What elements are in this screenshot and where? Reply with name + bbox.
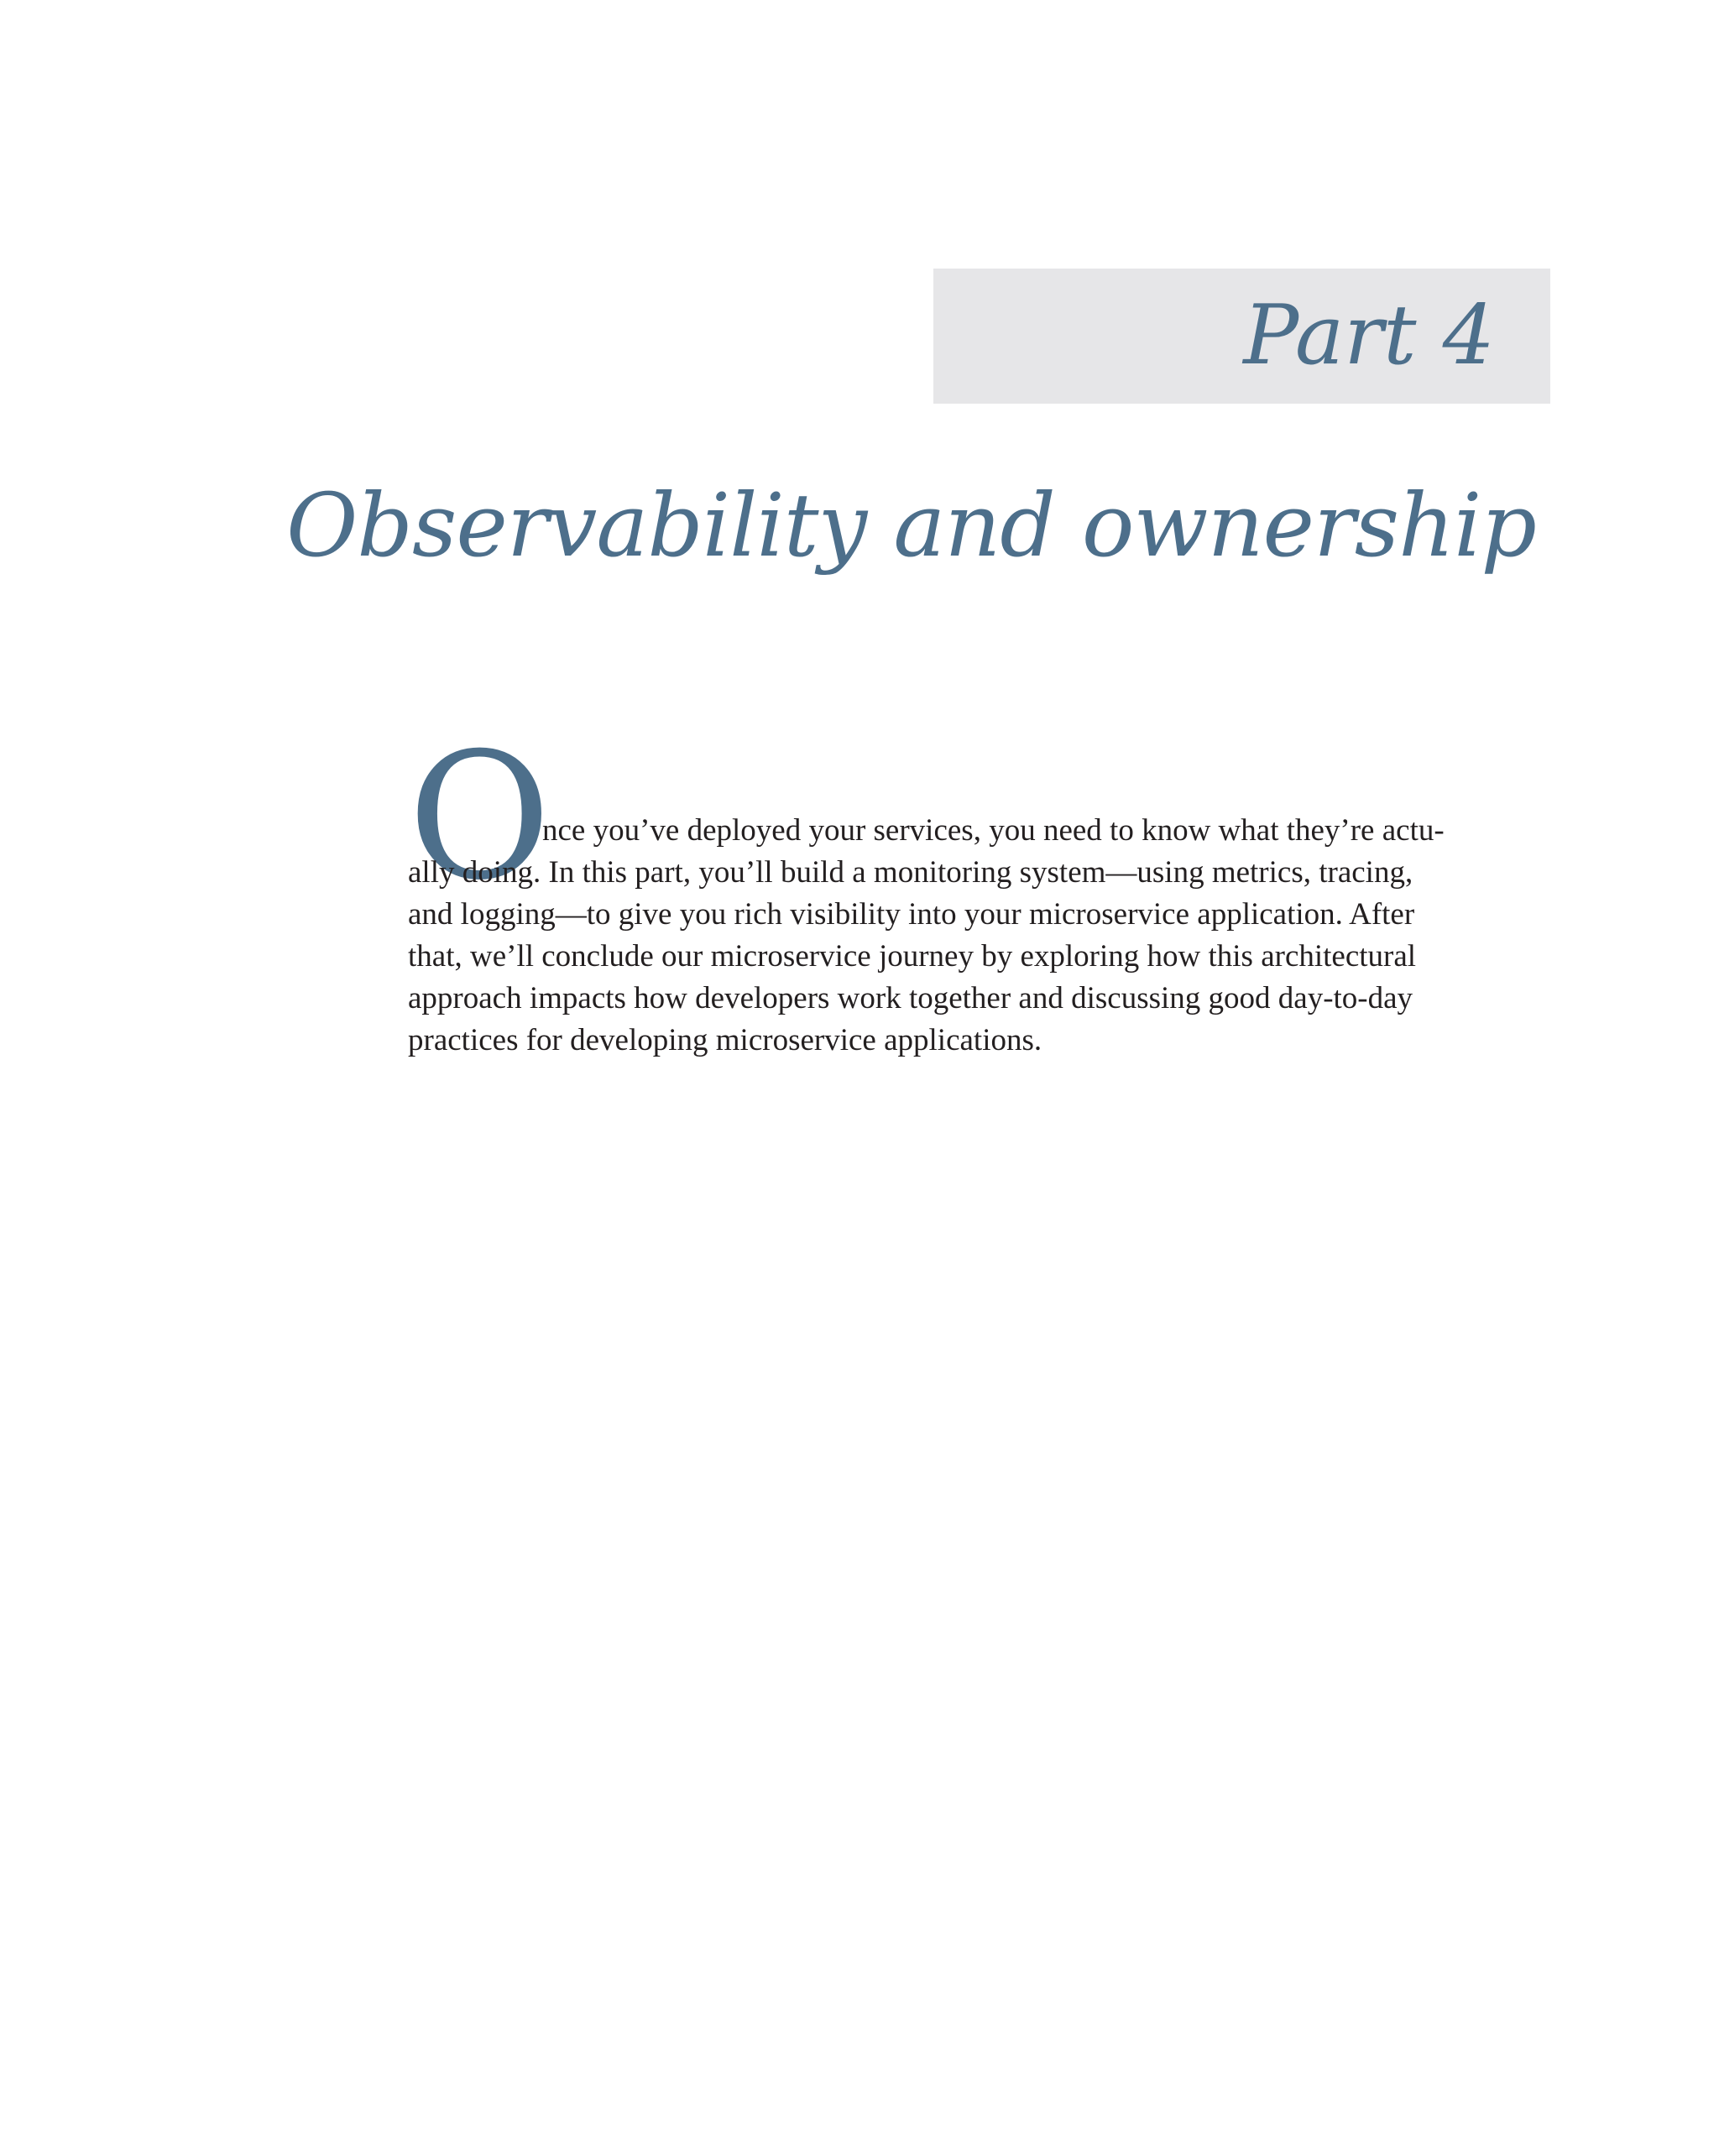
part-title: Observability and ownership	[286, 474, 1536, 577]
part-banner	[933, 269, 1550, 404]
intro-line-5: approach impacts how developers work together and discussing good day-to-day	[408, 981, 1413, 1015]
intro-line-4: that, we’ll conclude our microservice journey by exploring how this architectural	[408, 939, 1417, 974]
intro-line-6: practices for developing microservice applications.	[408, 1023, 1042, 1057]
intro-line-2: ally doing. In this part, you’ll build a monitoring system—using metrics, tracing,	[408, 855, 1413, 890]
part-label: Part 4	[1243, 288, 1495, 384]
drop-cap: O	[408, 716, 551, 919]
intro-paragraph	[408, 716, 1533, 1083]
intro-line-1: nce you’ve deployed your services, you need to know what they’re actu-	[542, 813, 1445, 848]
intro-line-3: and logging—to give you rich visibility into your microservice application. After	[408, 897, 1415, 932]
